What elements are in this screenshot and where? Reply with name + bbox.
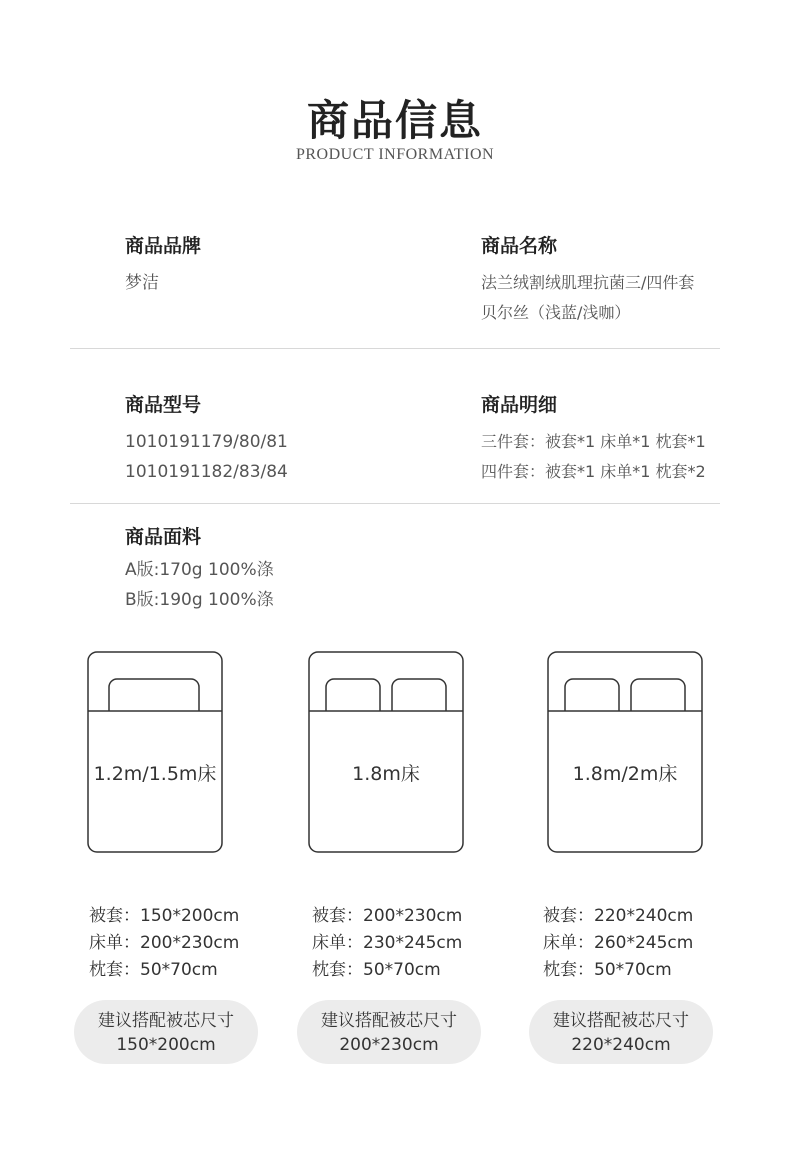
detail-section [481,393,706,487]
bed-size-label-3: 1.8m/2m床 [572,763,678,785]
suggest-size: 150*200cm [116,1035,216,1055]
model-line-1: 1010191179/80/81 [125,432,288,452]
name-value [481,268,694,328]
brand-value [125,268,201,298]
suggest-badge-2 [297,1000,481,1064]
fabric-value [125,555,274,615]
spec-duvet: 被套：150*200cm [89,906,240,926]
model-section [125,393,288,487]
detail-value [481,427,706,487]
suggest-title: 建议搭配被芯尺寸 [553,1011,689,1031]
suggest-badge-3 [529,1000,713,1064]
bed-icon [547,651,703,853]
bed-diagram-3 [547,651,703,853]
spec-duvet: 被套：200*230cm [312,906,463,926]
fabric-line-2: B版:190g 100%涤 [125,590,274,610]
name-line-2: 贝尔丝（浅蓝/浅咖） [481,303,631,322]
detail-label: 商品明细 [481,394,558,416]
spec-pillowcase: 枕套：50*70cm [312,960,441,980]
brand-section [125,234,201,298]
spec-sheet: 床单：200*230cm [89,933,240,953]
bed-icon [87,651,223,853]
name-label: 商品名称 [481,235,558,257]
suggest-size: 220*240cm [571,1035,671,1055]
detail-line-1: 三件套：被套*1 床单*1 枕套*1 [481,432,706,451]
spec-pillowcase: 枕套：50*70cm [543,960,672,980]
page-subtitle: PRODUCT INFORMATION [295,146,495,163]
bed-icon [308,651,464,853]
suggest-size: 200*230cm [339,1035,439,1055]
name-line-1: 法兰绒割绒肌理抗菌三/四件套 [481,273,695,292]
spec-sheet: 床单：230*245cm [312,933,463,953]
bed-diagram-1 [87,651,223,853]
spec-sheet: 床单：260*245cm [543,933,694,953]
suggest-title: 建议搭配被芯尺寸 [98,1011,234,1031]
bed-specs-1 [89,903,239,984]
spec-pillowcase: 枕套：50*70cm [89,960,218,980]
fabric-label: 商品面料 [125,526,202,548]
model-value [125,427,288,487]
divider-1 [70,348,720,349]
brand-label: 商品品牌 [125,235,202,257]
model-line-2: 1010191182/83/84 [125,462,288,482]
detail-line-2: 四件套：被套*1 床单*1 枕套*2 [481,462,706,481]
bed-specs-2 [312,903,462,984]
model-label: 商品型号 [125,394,202,416]
suggest-title: 建议搭配被芯尺寸 [321,1011,457,1031]
fabric-section [125,525,274,615]
bed-specs-3 [543,903,693,984]
bed-size-label-1: 1.2m/1.5m床 [93,763,217,785]
spec-duvet: 被套：220*240cm [543,906,694,926]
divider-2 [70,503,720,504]
bed-diagram-2 [308,651,464,853]
fabric-line-1: A版:170g 100%涤 [125,560,274,580]
name-section [481,234,694,328]
bed-size-label-2: 1.8m床 [352,763,420,785]
page-title: 商品信息 [306,96,483,145]
suggest-badge-1 [74,1000,258,1064]
brand-value-text: 梦洁 [125,273,159,293]
